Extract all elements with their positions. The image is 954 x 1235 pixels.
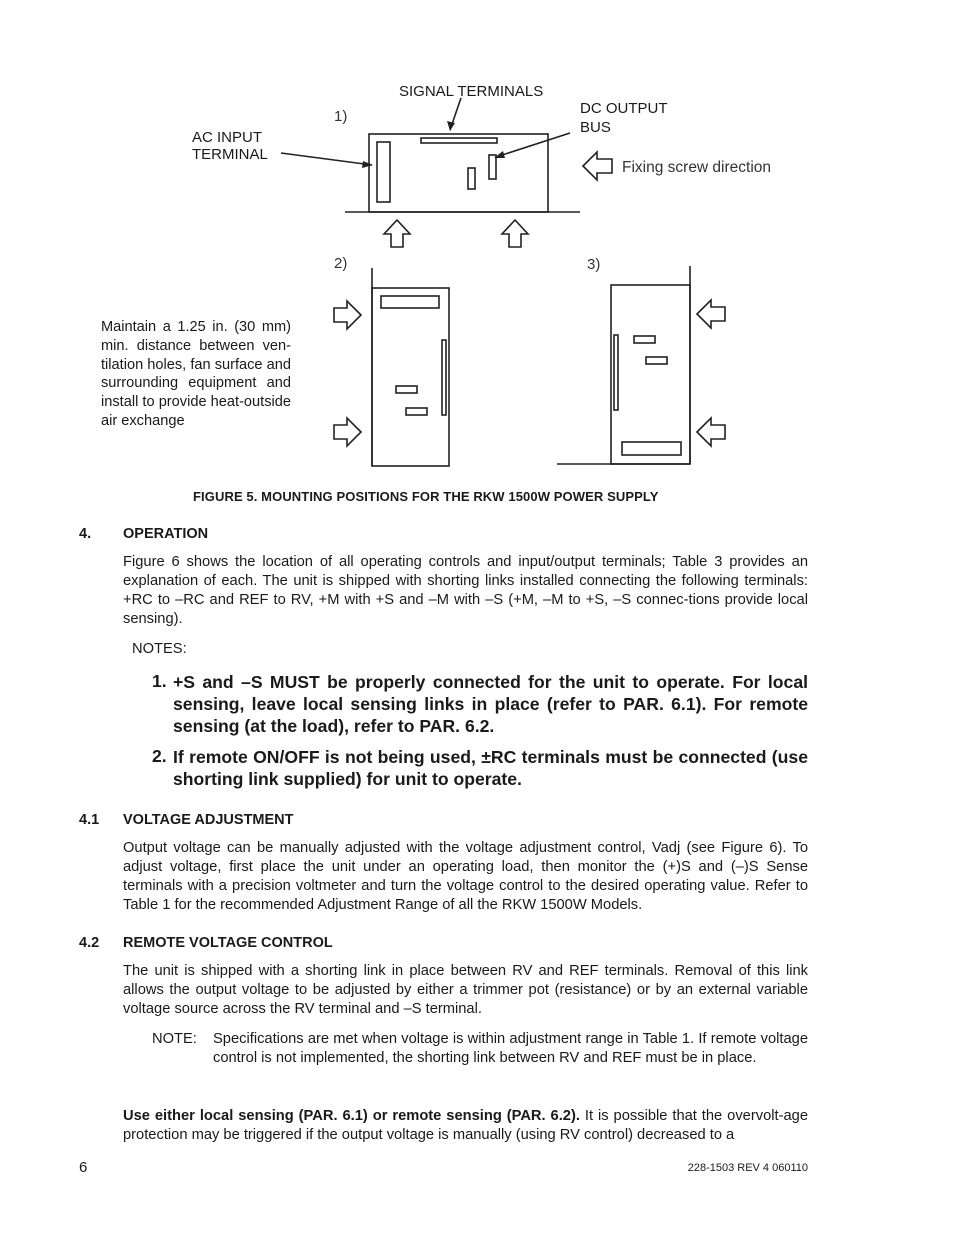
panel3-block-side: [614, 335, 618, 410]
panel-label-1: 1): [334, 108, 348, 125]
panel2-block-b: [406, 408, 427, 415]
page-number: 6: [79, 1159, 88, 1176]
section-42-title: REMOTE VOLTAGE CONTROL: [123, 935, 333, 951]
figure-caption: FIGURE 5. MOUNTING POSITIONS FOR THE RKW 1500W POWER SUPPLY: [193, 489, 659, 504]
screw-right-arrow-top: [334, 301, 361, 329]
screw-left-arrow-bottom: [697, 418, 725, 446]
panel-label-2: 2): [334, 255, 348, 272]
section-42-note-text: Specifications are met when voltage is within adjustment range in Table 1. If remote voltage control is not implemented, the shorting link between RV and REF must be in place.: [213, 1031, 808, 1066]
dc-output-label-line2: BUS: [580, 119, 611, 136]
panel3-block-bottom: [622, 442, 681, 455]
panel2-block-side: [442, 340, 446, 415]
screw-right-arrow-bottom: [334, 418, 361, 446]
fixing-screw-legend-arrow: [583, 152, 612, 180]
section-41-number: 4.1: [79, 812, 100, 828]
section-4-body: Figure 6 shows the location of all operating controls and input/output terminals; Table 3 provides an explanation of each. The unit is shipped with shorting links installed connecting the following terminals: +RC to –RC and REF to RV, +M with +S and –M with –S (+M, –M to +S, –S connec-tions provide local sensing).: [123, 554, 808, 627]
panel1-signal-terminal-block: [421, 138, 497, 143]
panel3-block-a: [634, 336, 655, 343]
dc-output-label-line1: DC OUTPUT: [580, 100, 668, 117]
section-42-body: The unit is shipped with a shorting link in place between RV and REF terminals. Removal of this link allows the output voltage to be adjusted by either a trimmer pot (resistance) or by an external variable voltage source across the RV terminal and –S terminal.: [123, 963, 808, 1017]
section-42-note-label: NOTE:: [152, 1031, 197, 1047]
ac-input-leader-line: [281, 153, 372, 165]
section-4-number: 4.: [79, 526, 92, 542]
screw-up-arrow-left: [384, 220, 410, 247]
document-id: 228-1503 REV 4 060110: [687, 1162, 808, 1174]
closing-rest: It is possible that the overvolt-age protection may be triggered if the output voltage is manually (using RV control) decreased to a: [123, 1108, 808, 1143]
panel2-block-top: [381, 296, 439, 308]
note-2-number: 2.: [152, 746, 167, 766]
panel1-small-block: [468, 168, 475, 189]
closing-paragraph: [123, 1107, 808, 1145]
panel1-ac-input-block: [377, 142, 390, 202]
section-41-body: Output voltage can be manually adjusted with the voltage adjustment control, Vadj (see Figure 6). To adjust voltage, first place the unit under an operating load, then monitor the (+)S and (–)S Sense terminals with a precision voltmeter and turn the voltage control to the desired operating value. Refer to Table 1 for the recommended Adjustment Range of all the RKW 1500W Models.: [123, 840, 808, 913]
notes-label: NOTES:: [132, 641, 187, 657]
panel1-unit-outline: [369, 134, 548, 212]
section-4-title: OPERATION: [123, 526, 209, 542]
closing-bold: Use either local sensing (PAR. 6.1) or remote sensing (PAR. 6.2).: [123, 1108, 580, 1124]
note-1-number: 1.: [152, 671, 167, 691]
note-2-text: If remote ON/OFF is not being used, ±RC terminals must be connected (use shorting link supplied) for unit to operate.: [173, 747, 808, 789]
ac-input-arrowhead: [362, 161, 373, 168]
section-41-title: VOLTAGE ADJUSTMENT: [123, 812, 294, 828]
panel1-dc-bus-block: [489, 155, 496, 179]
screw-up-arrow-right: [502, 220, 528, 247]
section-42-number: 4.2: [79, 935, 100, 951]
ac-input-label-line2: TERMINAL: [192, 146, 268, 163]
ac-input-label-line1: AC INPUT: [192, 129, 263, 146]
panel2-unit-outline: [372, 288, 449, 466]
clearance-note: Maintain a 1.25 in. (30 mm) min. distance between ven-tilation holes, fan surface and surrounding equipment and install to provide heat-outside air exchange: [101, 319, 291, 429]
note-1-text: +S and –S MUST be properly connected for the unit to operate. For local sensing, leave local sensing links in place (refer to PAR. 6.1). For remote sensing (at the load), refer to PAR. 6.2.: [173, 672, 808, 736]
fixing-screw-label: Fixing screw direction: [622, 159, 772, 176]
panel2-block-a: [396, 386, 417, 393]
dc-bus-leader-line: [496, 133, 570, 157]
screw-left-arrow-top: [697, 300, 725, 328]
signal-terminals-label: SIGNAL TERMINALS: [399, 83, 544, 100]
panel-label-3: 3): [587, 256, 601, 273]
panel3-block-b: [646, 357, 667, 364]
panel3-unit-outline: [611, 285, 690, 464]
